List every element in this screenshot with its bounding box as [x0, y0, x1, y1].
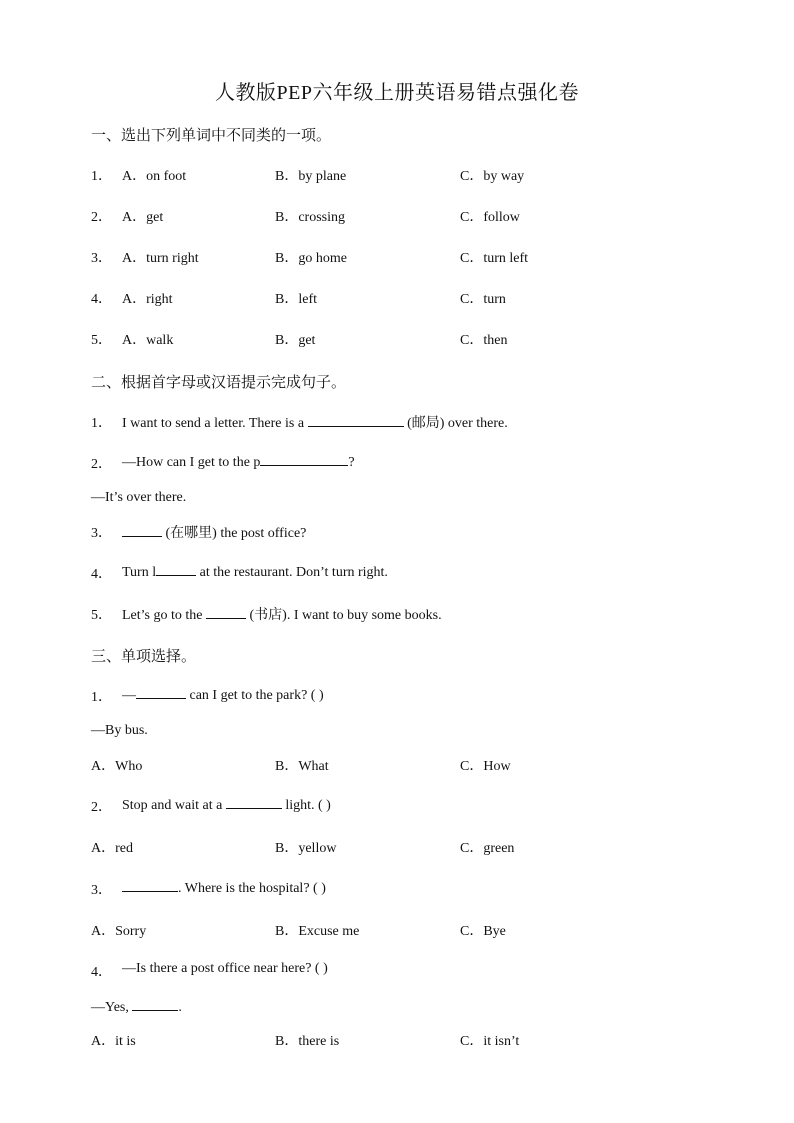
s3-q3-option-a: A．Sorry	[91, 924, 147, 939]
s3-q1-num: 1．	[91, 690, 112, 705]
s1-q2-option-b: B．crossing	[275, 210, 345, 225]
s1-q4-num: 4．	[91, 292, 112, 307]
s1-q1-option-c: C．by way	[460, 169, 525, 184]
s3-q4-reply-pre: —Yes,	[91, 1000, 133, 1015]
s1-q5-num: 5．	[91, 333, 112, 348]
s2-q5-blank[interactable]	[206, 606, 246, 619]
s2-q3-blank[interactable]	[122, 524, 162, 537]
s3-q4-blank[interactable]	[132, 998, 178, 1011]
s1-q4-option-c: C．turn	[460, 292, 506, 307]
s2-q3-num: 3．	[91, 526, 112, 541]
s3-q3-option-c: C．Bye	[460, 924, 506, 939]
section1-heading: 一、选出下列单词中不同类的一项。	[91, 128, 332, 144]
s3-q2-option-a: A．red	[91, 841, 133, 856]
s3-q2-post: light. ( )	[281, 798, 331, 813]
s1-q5-option-c: C．then	[460, 333, 508, 348]
s2-q4-pre: Turn l	[122, 565, 157, 580]
s1-q2-option-a: A．get	[122, 210, 164, 225]
s2-q5-num: 5．	[91, 608, 112, 623]
section2-heading: 二、根据首字母或汉语提示完成句子。	[91, 375, 347, 391]
s2-q5-text	[122, 604, 442, 624]
s2-q4-num: 4．	[91, 567, 112, 582]
s2-q2-text	[122, 453, 355, 471]
s2-q4-post: at the restaurant. Don’t turn right.	[196, 565, 388, 580]
s1-q3-num: 3．	[91, 251, 112, 266]
s3-q3-text	[122, 879, 326, 897]
s3-q1-reply: —By bus.	[91, 723, 148, 738]
s3-q2-option-b: B．yellow	[275, 841, 337, 856]
s3-q3-blank[interactable]	[122, 879, 178, 892]
s3-q1-blank[interactable]	[136, 686, 186, 699]
s3-q2-option-c: C．green	[460, 841, 515, 856]
s2-q2-reply: —It’s over there.	[91, 490, 187, 505]
s3-q2-pre: Stop and wait at a	[122, 798, 226, 813]
s3-q4-reply-post: .	[178, 1000, 182, 1015]
s1-q5-option-a: A．walk	[122, 333, 174, 348]
s3-q3-num: 3．	[91, 883, 112, 898]
s3-q2-blank[interactable]	[226, 796, 282, 809]
s3-q4-option-c: C．it isn’t	[460, 1034, 520, 1049]
s3-q1-option-a: A．Who	[91, 759, 143, 774]
s1-q4-option-b: B．left	[275, 292, 317, 307]
s2-q5-post: (书店). I want to buy some books.	[246, 608, 442, 623]
s3-q1-post: can I get to the park? ( )	[186, 688, 324, 703]
s1-q1-option-a: A．on foot	[122, 169, 187, 184]
s3-q4-reply	[91, 998, 182, 1016]
s2-q3-text	[122, 522, 306, 542]
s2-q2-blank[interactable]	[260, 453, 348, 466]
s1-q3-option-c: C．turn left	[460, 251, 529, 266]
s2-q1-post: (邮局) over there.	[403, 416, 508, 431]
s3-q2-text	[122, 796, 331, 814]
s2-q1-num: 1．	[91, 416, 112, 431]
s3-q1-option-c: C．How	[460, 759, 511, 774]
s2-q2-num: 2．	[91, 457, 112, 472]
s3-q4-option-b: B．there is	[275, 1034, 340, 1049]
s2-q3-post: (在哪里) the post office?	[162, 526, 307, 541]
s3-q4-option-a: A．it is	[91, 1034, 136, 1049]
s1-q1-option-b: B．by plane	[275, 169, 347, 184]
s3-q3-post: . Where is the hospital? ( )	[178, 881, 326, 896]
s2-q4-blank[interactable]	[156, 563, 196, 576]
s2-q1-blank[interactable]	[308, 414, 404, 427]
s3-q4-num: 4．	[91, 965, 112, 980]
section3-heading: 三、单项选择。	[91, 649, 197, 665]
page-title: 人教版PEP六年级上册英语易错点强化卷	[215, 82, 579, 104]
s2-q2-post: ?	[348, 455, 355, 470]
s1-q3-option-a: A．turn right	[122, 251, 199, 266]
s1-q1-num: 1．	[91, 169, 112, 184]
s3-q1-pre: —	[122, 688, 136, 703]
s2-q4-text	[122, 563, 388, 581]
s1-q3-option-b: B．go home	[275, 251, 347, 266]
s3-q1-text	[122, 686, 324, 704]
s1-q4-option-a: A．right	[122, 292, 173, 307]
s1-q2-option-c: C．follow	[460, 210, 520, 225]
s2-q1-pre: I want to send a letter. There is a	[122, 416, 308, 431]
s1-q2-num: 2．	[91, 210, 112, 225]
s2-q5-pre: Let’s go to the	[122, 608, 206, 623]
s3-q4-text: —Is there a post office near here? ( )	[122, 961, 328, 976]
s3-q3-option-b: B．Excuse me	[275, 924, 360, 939]
s2-q1-text	[122, 412, 508, 432]
s3-q1-option-b: B．What	[275, 759, 329, 774]
s1-q5-option-b: B．get	[275, 333, 316, 348]
s2-q2-pre: —How can I get to the p	[122, 455, 261, 470]
s3-q2-num: 2．	[91, 800, 112, 815]
